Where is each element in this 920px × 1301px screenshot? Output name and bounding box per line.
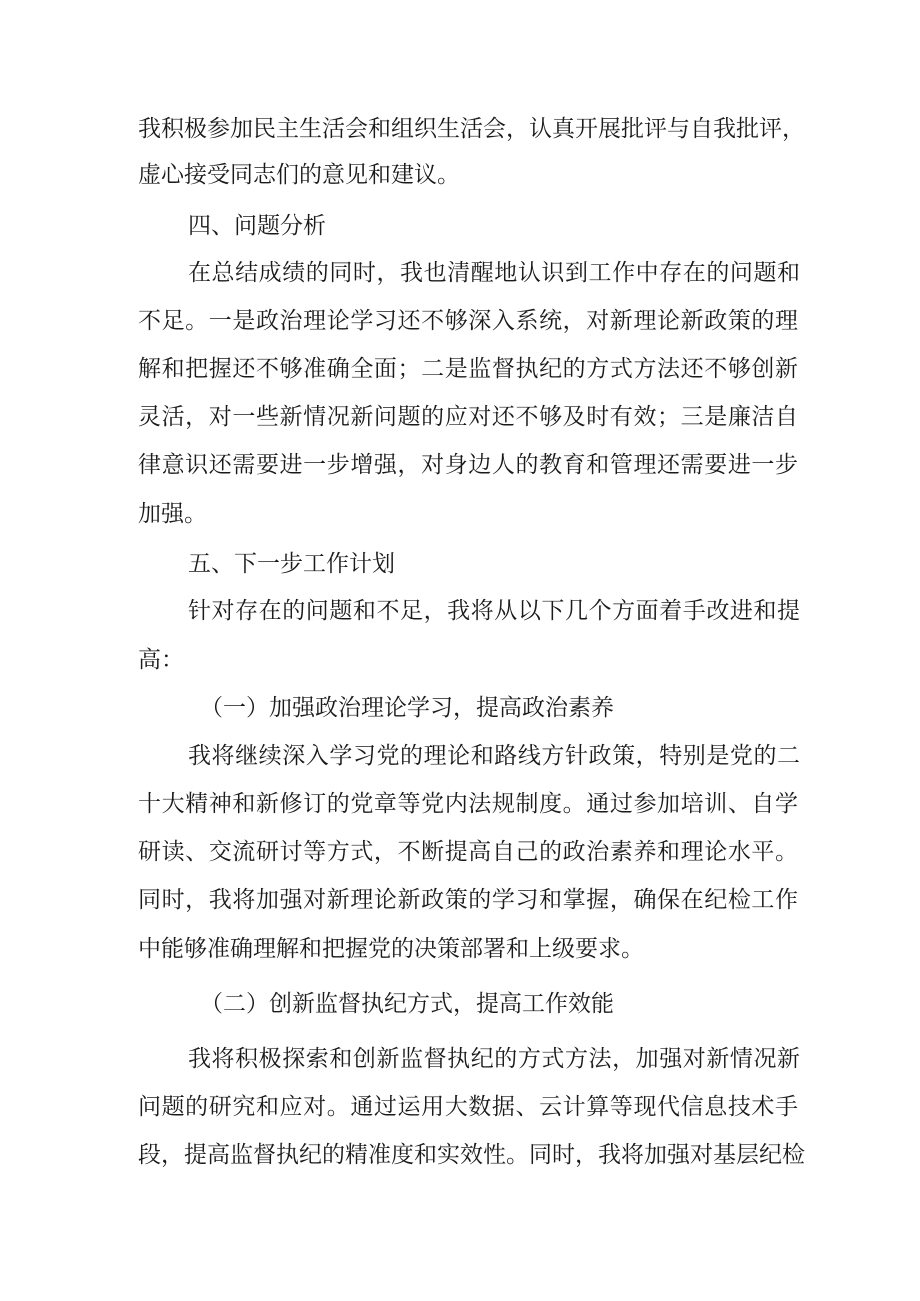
paragraph-line: 同时，我将加强对新理论新政策的学习和掌握，确保在纪检工作 bbox=[138, 887, 798, 913]
paragraph-line: 虚心接受同志们的意见和建议。 bbox=[138, 162, 460, 188]
section-heading-next-plan: 五、下一步工作计划 bbox=[188, 551, 395, 577]
paragraph-line: 研读、交流研讨等方式，不断提高自己的政治素养和理论水平。 bbox=[138, 839, 798, 865]
subheading-political-study: （一）加强政治理论学习，提高政治素养 bbox=[200, 695, 614, 721]
paragraph-line: 我将继续深入学习党的理论和路线方针政策，特别是党的二 bbox=[188, 743, 800, 769]
section-heading-problem-analysis: 四、问题分析 bbox=[188, 213, 326, 239]
paragraph-line: 十大精神和新修订的党章等党内法规制度。通过参加培训、自学 bbox=[138, 791, 798, 817]
subheading-supervision-innovation: （二）创新监督执纪方式，提高工作效能 bbox=[200, 991, 614, 1017]
paragraph-line: 灵活，对一些新情况新问题的应对还不够及时有效；三是廉洁自 bbox=[138, 404, 798, 430]
paragraph-line: 解和把握还不够准确全面；二是监督执纪的方式方法还不够创新 bbox=[138, 356, 798, 382]
paragraph-line: 我将积极探索和创新监督执纪的方式方法，加强对新情况新 bbox=[188, 1046, 800, 1072]
paragraph-line: 针对存在的问题和不足，我将从以下几个方面着手改进和提 bbox=[188, 598, 800, 624]
paragraph-line: 在总结成绩的同时，我也清醒地认识到工作中存在的问题和 bbox=[188, 260, 800, 286]
paragraph-line: 段，提高监督执纪的精准度和实效性。同时，我将加强对基层纪检 bbox=[138, 1142, 805, 1168]
paragraph-line: 高： bbox=[138, 647, 184, 673]
paragraph-line: 中能够准确理解和把握党的决策部署和上级要求。 bbox=[138, 936, 644, 962]
paragraph-line: 不足。一是政治理论学习还不够深入系统，对新理论新政策的理 bbox=[138, 308, 798, 334]
paragraph-line: 问题的研究和应对。通过运用大数据、云计算等现代信息技术手 bbox=[138, 1094, 798, 1120]
paragraph-line: 律意识还需要进一步增强，对身边人的教育和管理还需要进一步 bbox=[138, 452, 798, 478]
paragraph-line: 我积极参加民主生活会和组织生活会，认真开展批评与自我批评， bbox=[138, 116, 805, 142]
paragraph-line: 加强。 bbox=[138, 501, 207, 527]
